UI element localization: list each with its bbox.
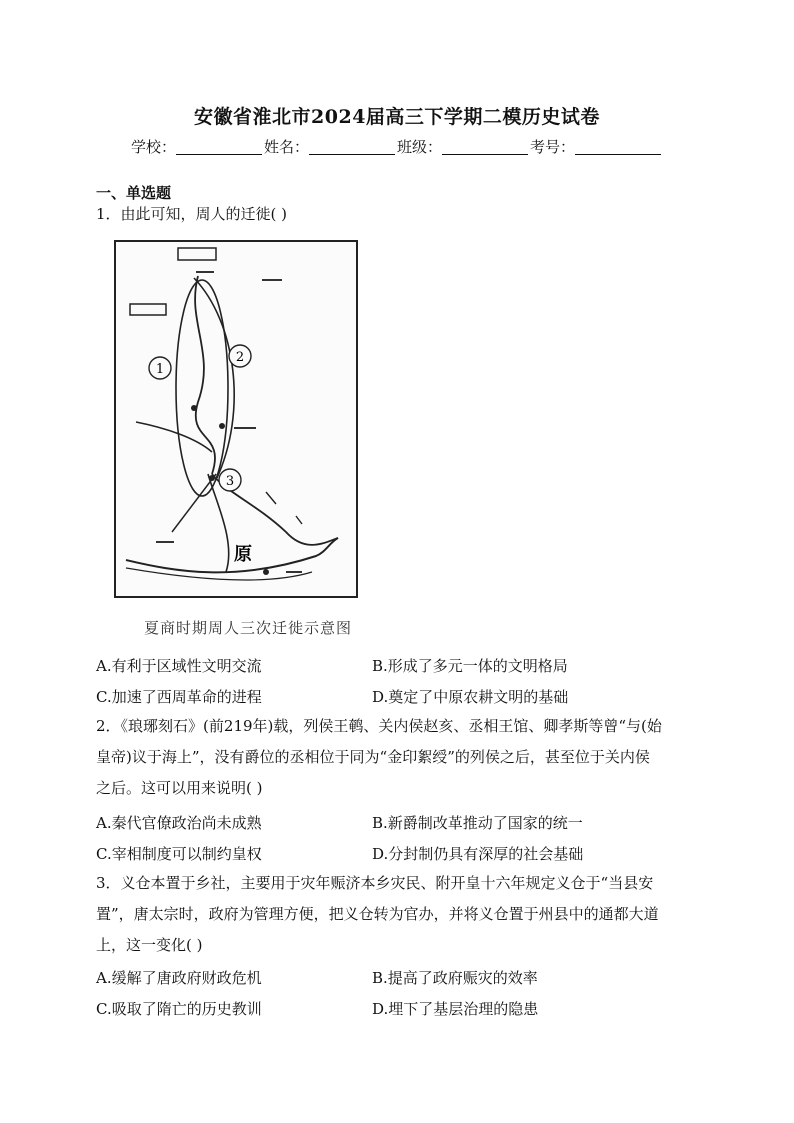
map-drawing xyxy=(116,242,356,596)
q1-option-b[interactable]: B.形成了多元一体的文明格局 xyxy=(372,657,568,675)
student-info-line xyxy=(0,136,794,157)
route-label-2: 2 xyxy=(235,350,245,365)
q2-option-a[interactable]: A.秦代官僚政治尚未成熟 xyxy=(96,814,262,832)
stem-line: 皇帝)议于海上”，没有爵位的丞相位于同为“金印絮绶”的列侯之后，甚至位于关内侯 xyxy=(96,748,650,766)
route-label-1: 1 xyxy=(155,362,165,377)
q3-option-c[interactable]: C.吸取了隋亡的历史教训 xyxy=(96,1000,262,1018)
q1-option-a[interactable]: A.有利于区域性文明交流 xyxy=(96,657,262,675)
q2-option-c[interactable]: C.宰相制度可以制约皇权 xyxy=(96,845,262,863)
map-caption: 夏商时期周人三次迁徙示意图 xyxy=(144,619,353,637)
q3-option-a[interactable]: A.缓解了唐政府财政危机 xyxy=(96,969,262,987)
q3-option-d[interactable]: D.埋下了基层治理的隐患 xyxy=(372,1000,539,1018)
number-label: 考号： xyxy=(530,138,576,156)
school-label: 学校： xyxy=(130,138,176,156)
name-blank[interactable] xyxy=(309,140,395,155)
place-label-yuan: 原 xyxy=(234,544,252,565)
question-2-stem xyxy=(96,711,702,804)
stem-line: 3．义仓本置于乡社，主要用于灾年赈济本乡灾民、附开皇十六年规定义仓于“当县安 xyxy=(96,874,654,892)
q2-option-d[interactable]: D.分封制仍具有深厚的社会基础 xyxy=(372,845,584,863)
question-1-stem xyxy=(96,199,702,230)
stem-line: 置”，唐太宗时，政府为管理方便，把义仓转为官办，并将义仓置于州县中的通都大道 xyxy=(96,905,659,923)
number-blank[interactable] xyxy=(575,140,661,155)
name-label: 姓名： xyxy=(263,138,309,156)
stem-line: 2．《琅琊刻石》(前219年)载，列侯王鹌、关内侯赵亥、丞相王馆、卿孝斯等曾“与(始 xyxy=(96,717,662,735)
class-label: 班级： xyxy=(397,138,443,156)
q3-option-b[interactable]: B.提高了政府赈灾的效率 xyxy=(372,969,538,987)
route-label-3: 3 xyxy=(225,474,235,489)
stem-line: 之后。这可以用来说明( ) xyxy=(96,779,263,797)
school-blank[interactable] xyxy=(176,140,262,155)
stem-line: 上，这一变化( ) xyxy=(96,936,203,954)
stem-line: 1．由此可知，周人的迁徙( ) xyxy=(96,205,288,223)
question-3-stem xyxy=(96,868,702,961)
migration-map xyxy=(114,240,358,598)
class-blank[interactable] xyxy=(442,140,528,155)
q2-option-b[interactable]: B.新爵制改革推动了国家的统一 xyxy=(372,814,583,832)
q1-option-c[interactable]: C.加速了西周革命的进程 xyxy=(96,688,262,706)
q1-option-d[interactable]: D.奠定了中原农耕文明的基础 xyxy=(372,688,569,706)
section-heading: 一、单选题 xyxy=(96,184,172,202)
exam-title: 安徽省淮北市2024届高三下学期二模历史试卷 xyxy=(194,106,600,128)
